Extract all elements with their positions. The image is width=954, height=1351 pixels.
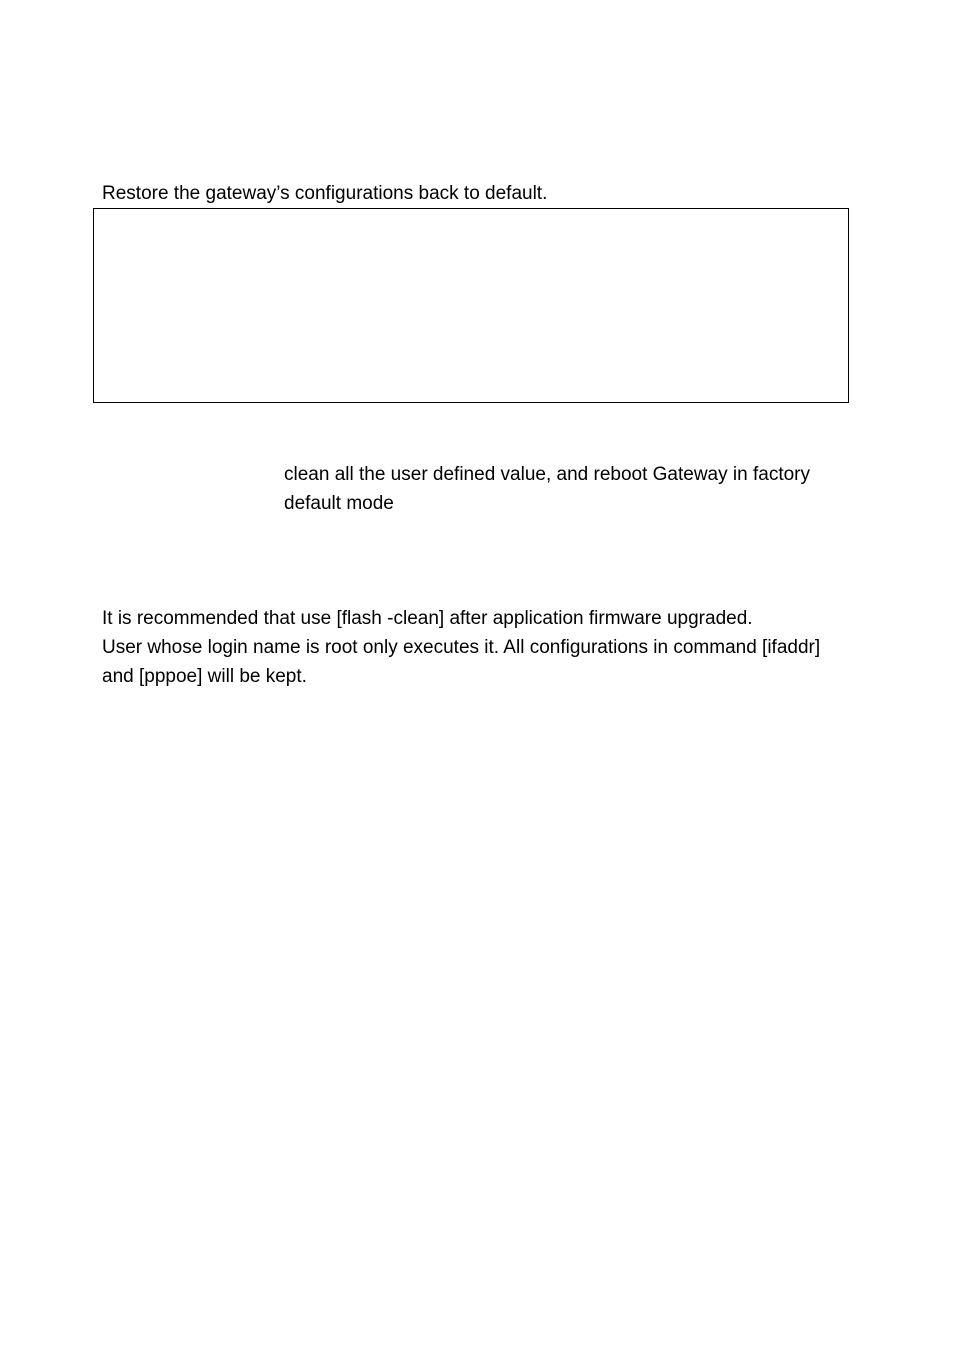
- clean-option-description: clean all the user defined value, and reboot Gateway in factory default mode: [284, 464, 810, 514]
- note-line-2: User whose login name is root only executes it. All configurations in command [ifaddr]: [102, 637, 821, 658]
- note-line-1: It is recommended that use [flash -clean] after application firmware upgraded.: [102, 608, 753, 629]
- note-line-3: and [pppoe] will be kept.: [102, 666, 307, 687]
- note-paragraph: [102, 604, 842, 691]
- intro-text: Restore the gateway’s configurations back to default.: [102, 183, 548, 204]
- command-syntax-box: [93, 208, 849, 403]
